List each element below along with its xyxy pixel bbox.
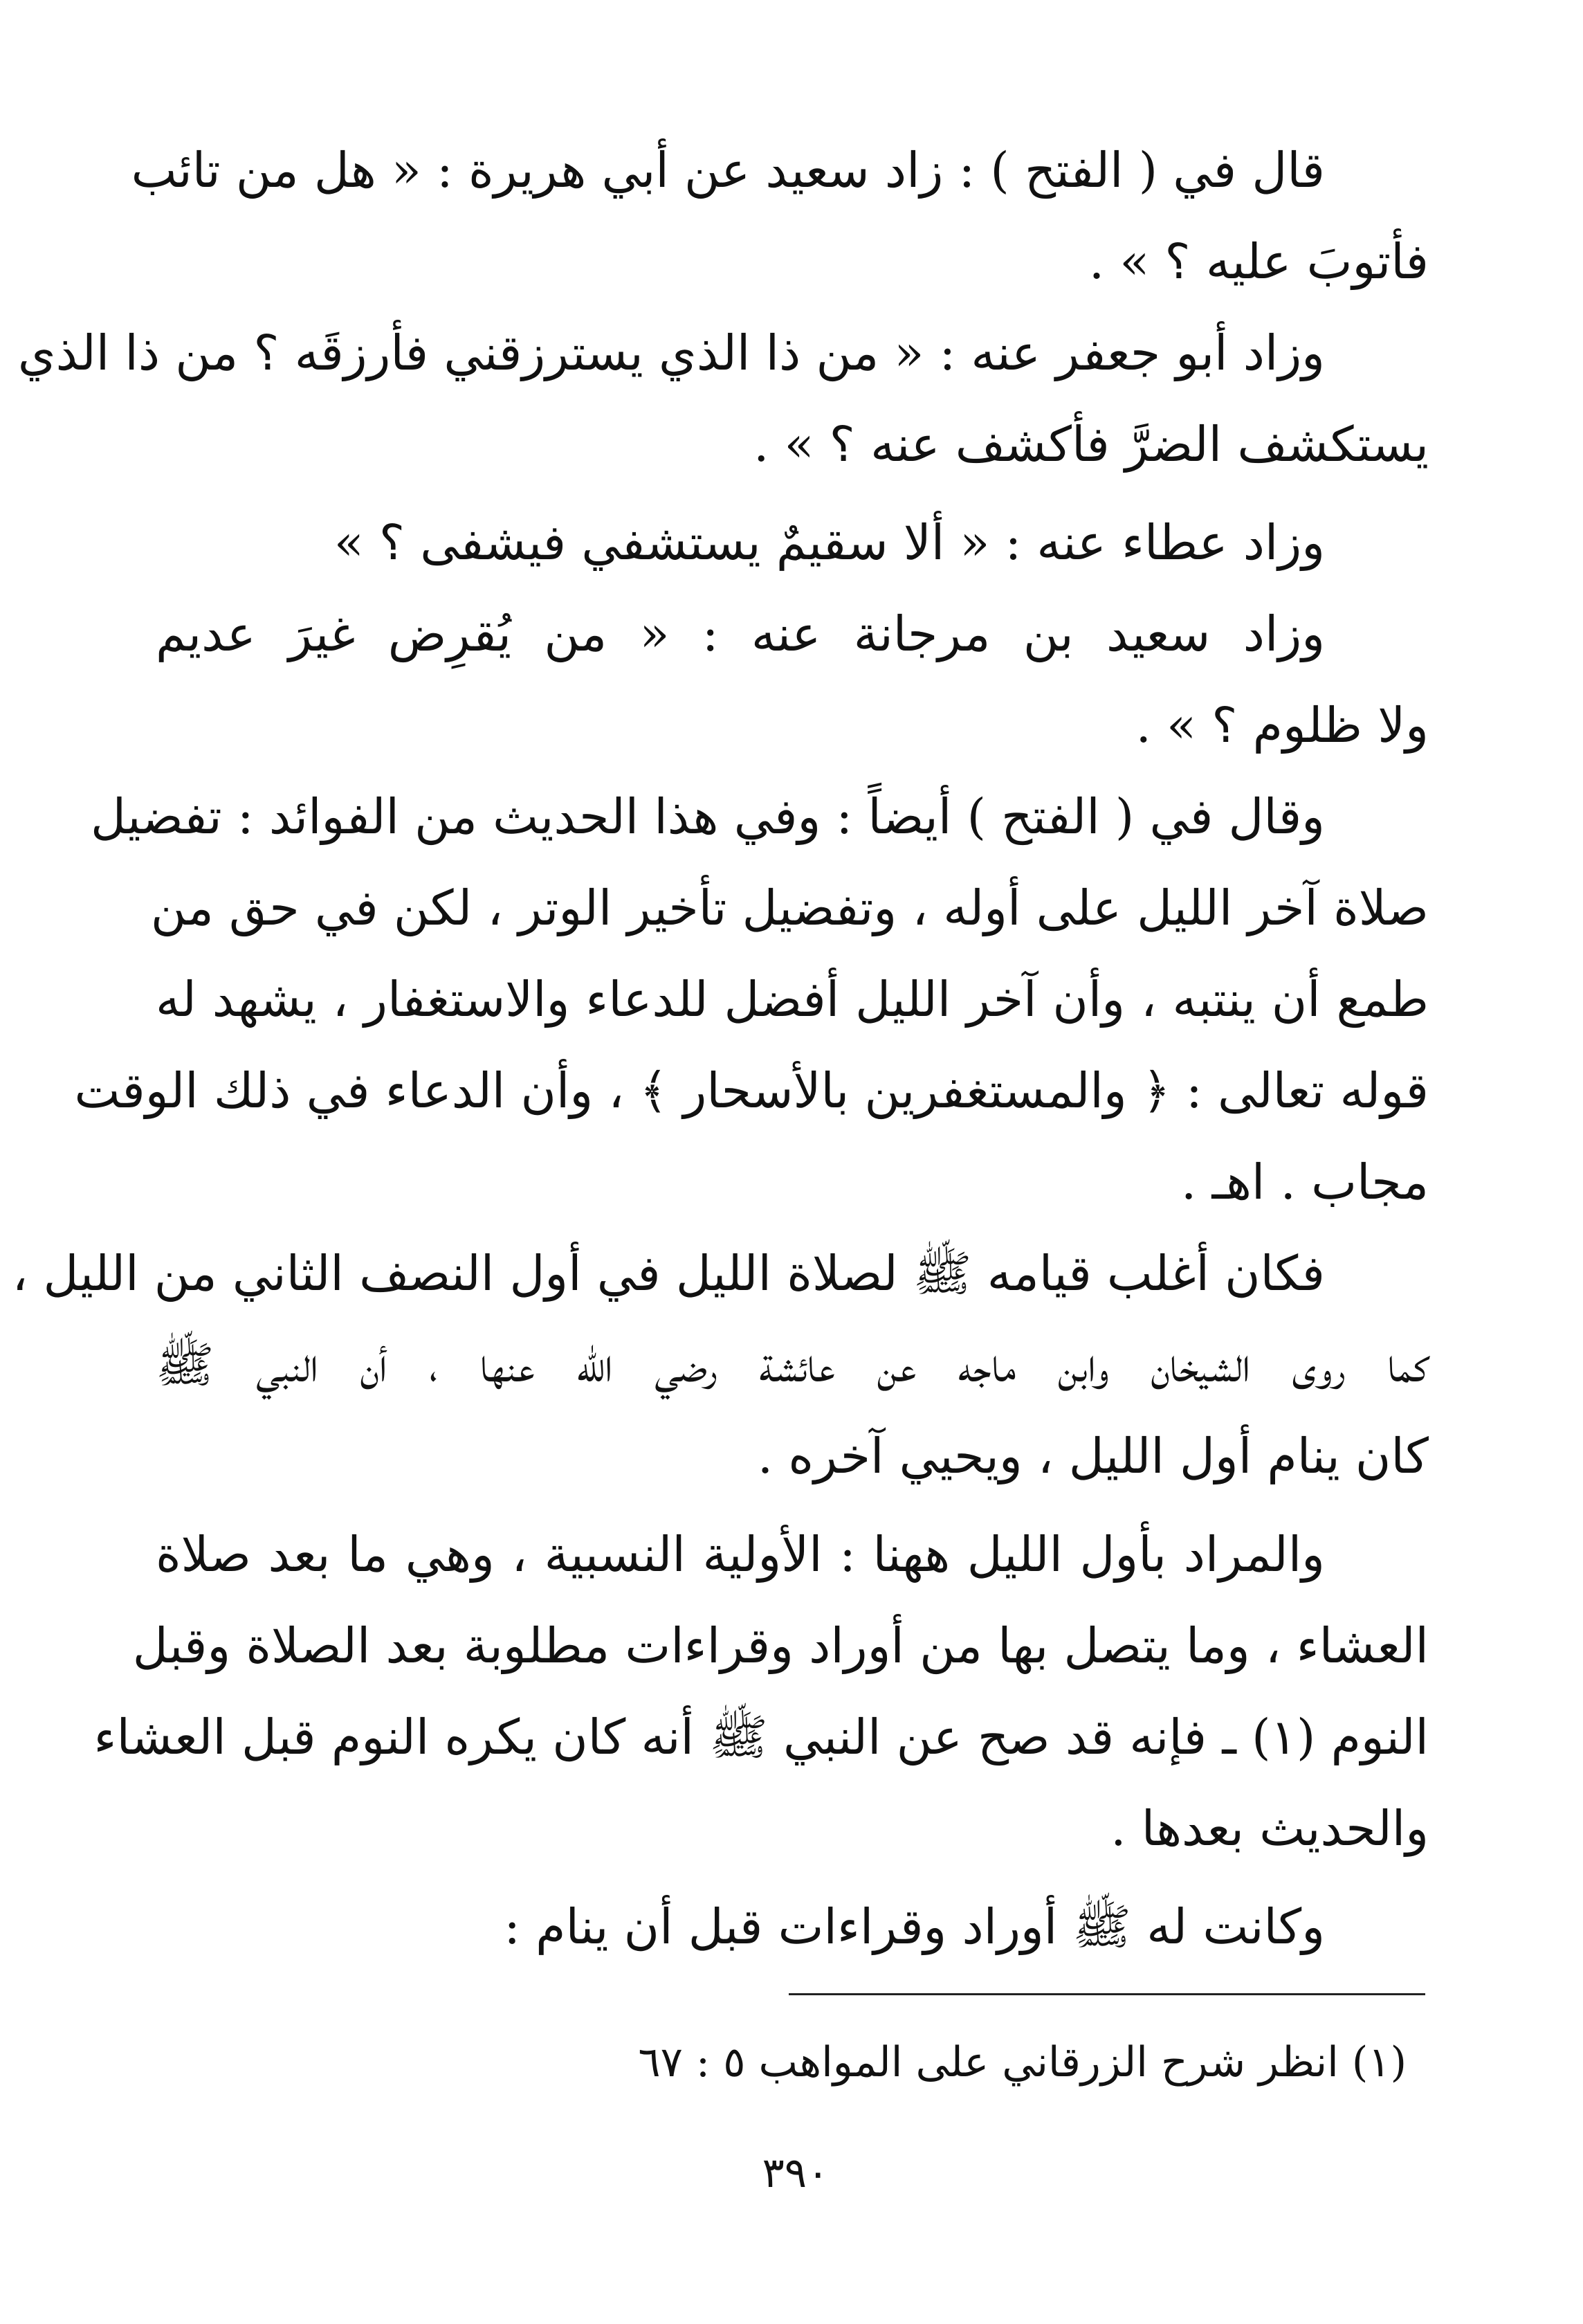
text-line: وزاد سعيد بن مرجانة عنه : « من يُقرِض غيرَ عديم [156,606,1325,662]
footnote-separator [789,1993,1425,1995]
text-line: طمع أن ينتبه ، وأن آخر الليل أفضل للدعاء والاستغفار ، يشهد له [156,971,1429,1028]
text-line: كما روى الشيخان وابن ماجه عن عائشة رضي الله عنها ، أن النبي ﷺ [156,1336,1429,1393]
text-line: وزاد عطاء عنه : « ألا سقيمٌ يستشفي فيشفى ؟ » [333,514,1325,571]
page-number: ٣٩٠ [762,2149,830,2197]
text-line: كان ينام أول الليل ، ويحيي آخره . [757,1428,1429,1485]
text-line: وكانت له ﷺ أوراد وقراءات قبل أن ينام : [504,1898,1325,1955]
text-line: قال في ( الفتح ) : زاد سعيد عن أبي هريرة : « هل من تائب [131,142,1325,199]
text-line: وزاد أبو جعفر عنه : « من ذا الذي يسترزقني فأرزقَه ؟ من ذا الذي [17,325,1325,381]
text-line: مجاب . اهـ . [1180,1154,1429,1210]
text-line: العشاء ، وما يتصل بها من أوراد وقراءات مطلوبة بعد الصلاة وقبل [132,1617,1429,1674]
main-text [12,125,1429,1972]
text-line: ولا ظلوم ؟ » . [1135,697,1429,754]
text-line: فكان أغلب قيامه ﷺ لصلاة الليل في أول النصف الثاني من الليل ، [12,1245,1325,1302]
text-line: صلاة آخر الليل على أوله ، وتفضيل تأخير الوتر ، لكن في حق من [150,880,1429,936]
footnote: (١) انظر شرح الزرقاني على المواهب ٥ : ٦٧ [638,2038,1407,2087]
text-line: والحديث بعدها . [1110,1800,1429,1857]
text-line: يستكشف الضرَّ فأكشف عنه ؟ » . [753,416,1429,473]
text-line: فأتوبَ عليه ؟ » . [1088,233,1429,290]
text-line: وقال في ( الفتح ) أيضاً : وفي هذا الحديث من الفوائد : تفضيل [91,788,1325,845]
text-line: قوله تعالى : ﴿ والمستغفرين بالأسحار ﴾ ، وأن الدعاء في ذلك الوقت [74,1062,1429,1119]
text-line: النوم (١) ـ فإنه قد صح عن النبي ﷺ أنه كان يكره النوم قبل العشاء [93,1709,1429,1765]
text-line: والمراد بأول الليل ههنا : الأولية النسبية ، وهي ما بعد صلاة [156,1526,1325,1583]
